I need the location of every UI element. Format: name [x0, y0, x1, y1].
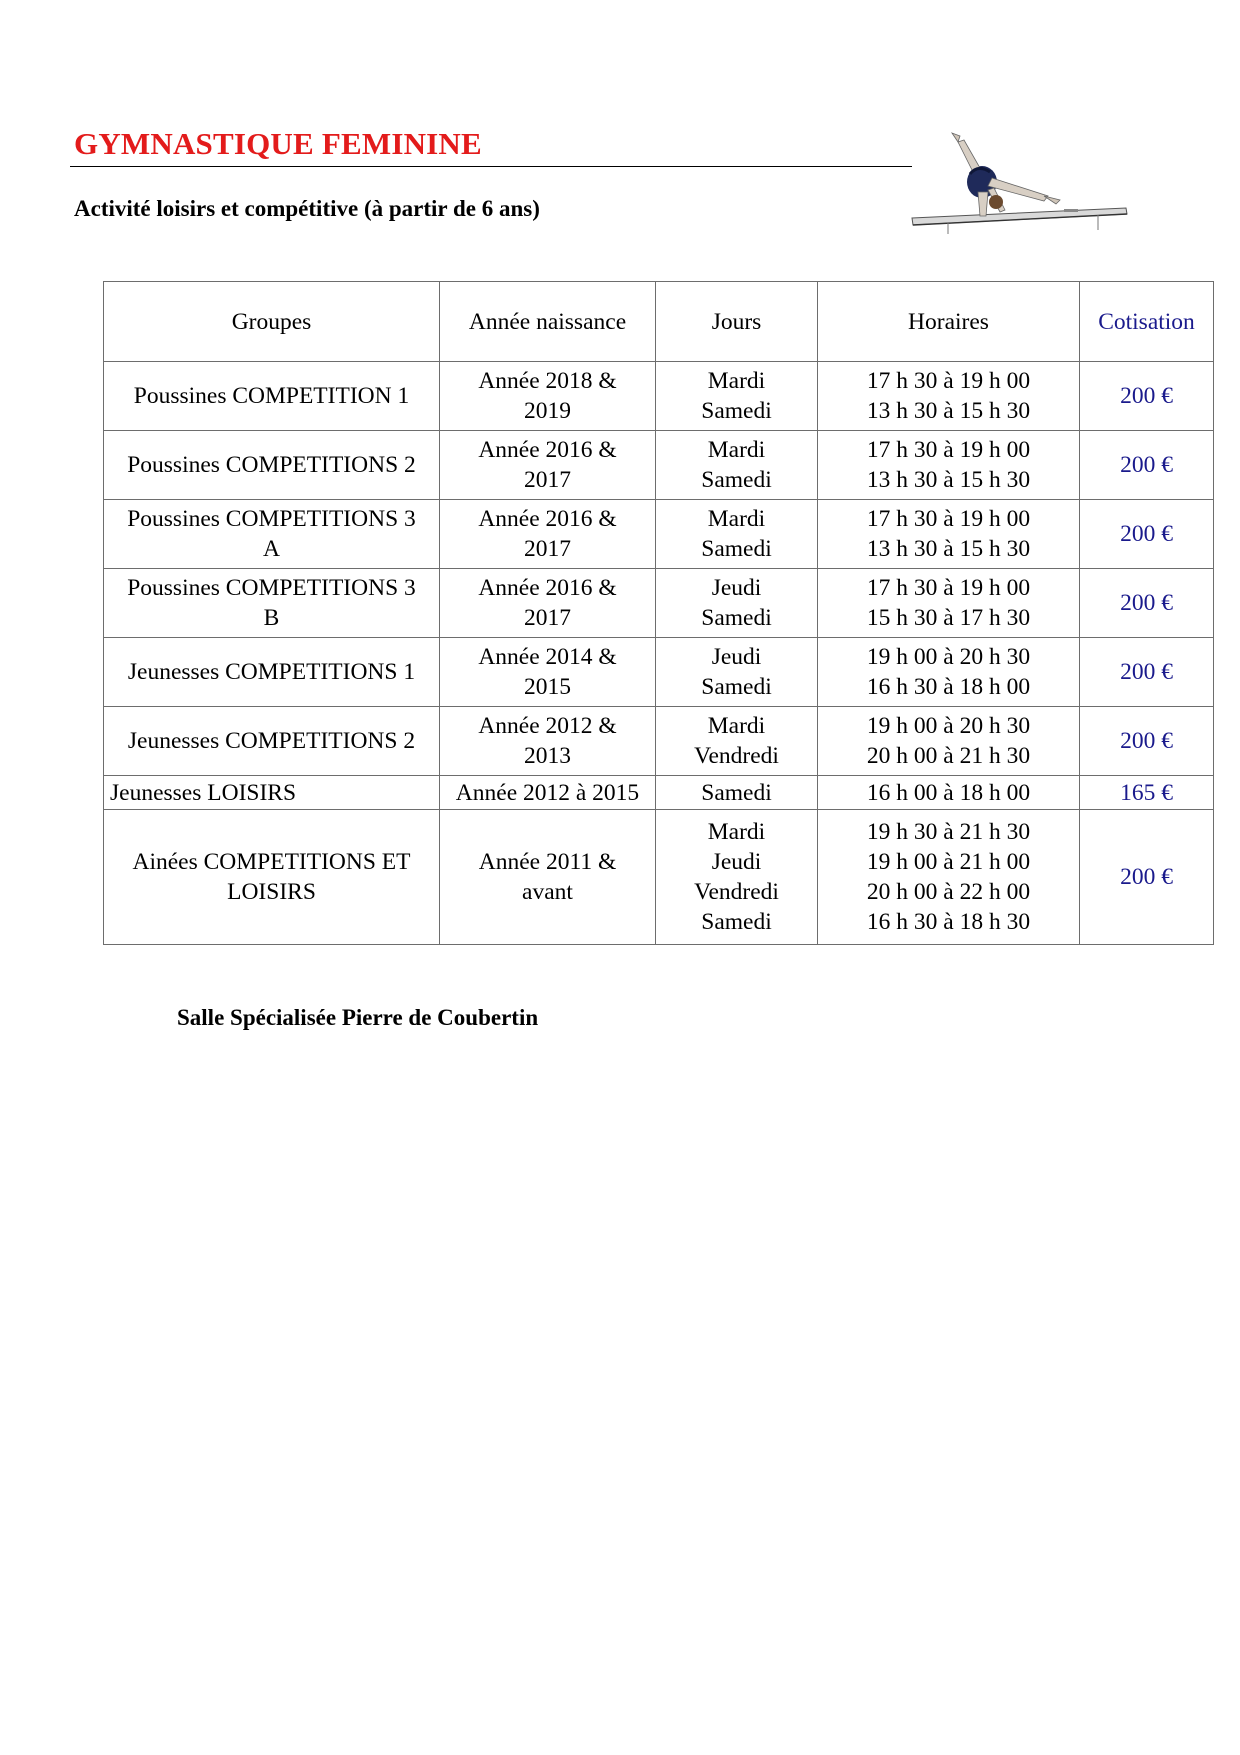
hours-text: 13 h 30 à 15 h 30: [866, 467, 1031, 493]
group-cell: [104, 810, 440, 945]
hours-cell: [818, 362, 1080, 431]
year-cell: [440, 569, 656, 638]
day-text: Jeudi: [711, 644, 762, 670]
day-text: Vendredi: [694, 879, 779, 905]
group-name: B: [263, 605, 280, 631]
year-text: Année 2011 &: [478, 849, 617, 875]
column-header-days: Jours: [656, 282, 818, 362]
title-divider: [70, 166, 912, 167]
year-cell: [440, 431, 656, 500]
hours-cell: [818, 707, 1080, 776]
year-cell: [440, 638, 656, 707]
hours-text: 19 h 30 à 21 h 30: [866, 819, 1031, 845]
day-text: Samedi: [701, 605, 772, 631]
hours-text: 17 h 30 à 19 h 00: [866, 368, 1031, 394]
day-text: Samedi: [701, 536, 772, 562]
fee-cell: 200 €: [1080, 638, 1214, 707]
year-text: Année 2014 &: [478, 644, 617, 670]
year-text: 2015: [524, 674, 571, 700]
table-row: [104, 500, 1214, 569]
year-text: 2017: [524, 536, 571, 562]
gymnast-on-balance-beam-icon: [908, 130, 1138, 236]
table-row: [104, 776, 1214, 810]
group-name: Poussines COMPETITION 1: [133, 383, 410, 409]
fee-cell: 200 €: [1080, 362, 1214, 431]
hours-text: 20 h 00 à 22 h 00: [866, 879, 1031, 905]
group-name: Poussines COMPETITIONS 3: [127, 506, 416, 532]
group-name: A: [263, 536, 280, 562]
group-cell: [104, 638, 440, 707]
group-name: Jeunesses COMPETITIONS 1: [127, 659, 416, 685]
day-text: Mardi: [707, 819, 766, 845]
hours-text: 17 h 30 à 19 h 00: [866, 575, 1031, 601]
year-cell: [440, 776, 656, 810]
day-text: Samedi: [701, 674, 772, 700]
days-cell: [656, 431, 818, 500]
days-cell: [656, 638, 818, 707]
fee-cell: 200 €: [1080, 810, 1214, 945]
year-text: 2019: [524, 398, 571, 424]
column-header-year: Année naissance: [440, 282, 656, 362]
day-text: Mardi: [707, 368, 766, 394]
fee-cell: 165 €: [1080, 776, 1214, 810]
hours-cell: [818, 776, 1080, 810]
hours-cell: [818, 638, 1080, 707]
day-text: Jeudi: [711, 575, 762, 601]
year-cell: [440, 810, 656, 945]
hours-text: 19 h 00 à 21 h 00: [866, 849, 1031, 875]
group-name: Ainées COMPETITIONS ET: [132, 849, 411, 875]
table-row: [104, 431, 1214, 500]
hours-text: 13 h 30 à 15 h 30: [866, 398, 1031, 424]
day-text: Mardi: [707, 713, 766, 739]
year-cell: [440, 707, 656, 776]
hours-cell: [818, 569, 1080, 638]
fee-cell: 200 €: [1080, 500, 1214, 569]
table-row: [104, 707, 1214, 776]
schedule-table: [103, 281, 1214, 945]
group-cell: [104, 500, 440, 569]
hours-text: 16 h 30 à 18 h 00: [866, 674, 1031, 700]
year-text: Année 2016 &: [478, 437, 617, 463]
day-text: Samedi: [701, 779, 772, 806]
day-text: Mardi: [707, 506, 766, 532]
group-cell: [104, 431, 440, 500]
venue-label: Salle Spécialisée Pierre de Coubertin: [177, 1005, 539, 1030]
group-cell: [104, 569, 440, 638]
group-cell: [104, 707, 440, 776]
hours-text: 17 h 30 à 19 h 00: [866, 506, 1031, 532]
year-text: Année 2018 &: [478, 368, 617, 394]
group-name: Jeunesses LOISIRS: [110, 779, 297, 806]
day-text: Samedi: [701, 467, 772, 493]
day-text: Jeudi: [711, 849, 762, 875]
hours-text: 17 h 30 à 19 h 00: [866, 437, 1031, 463]
hours-text: 19 h 00 à 20 h 30: [866, 644, 1031, 670]
hours-text: 15 h 30 à 17 h 30: [866, 605, 1031, 631]
year-text: Année 2016 &: [478, 575, 617, 601]
group-cell: [104, 776, 440, 810]
hours-cell: [818, 431, 1080, 500]
column-header-group: Groupes: [104, 282, 440, 362]
fee-cell: 200 €: [1080, 569, 1214, 638]
fee-cell: 200 €: [1080, 431, 1214, 500]
days-cell: [656, 776, 818, 810]
hours-text: 19 h 00 à 20 h 30: [866, 713, 1031, 739]
year-cell: [440, 500, 656, 569]
group-name: Jeunesses COMPETITIONS 2: [127, 728, 416, 754]
days-cell: [656, 362, 818, 431]
page-title: GYMNASTIQUE FEMININE: [74, 126, 482, 161]
year-cell: [440, 362, 656, 431]
day-text: Mardi: [707, 437, 766, 463]
hours-cell: [818, 810, 1080, 945]
table-row: [104, 362, 1214, 431]
table-row: [104, 638, 1214, 707]
days-cell: [656, 569, 818, 638]
group-name: LOISIRS: [227, 879, 316, 905]
column-header-hours: Horaires: [818, 282, 1080, 362]
table-row: [104, 569, 1214, 638]
year-text: 2017: [524, 605, 571, 631]
column-header-fee: Cotisation: [1080, 282, 1214, 362]
day-text: Samedi: [701, 398, 772, 424]
hours-text: 13 h 30 à 15 h 30: [866, 536, 1031, 562]
days-cell: [656, 810, 818, 945]
hours-cell: [818, 500, 1080, 569]
hours-text: 16 h 30 à 18 h 30: [866, 909, 1031, 935]
hours-text: 20 h 00 à 21 h 30: [866, 743, 1031, 769]
fee-cell: 200 €: [1080, 707, 1214, 776]
group-cell: [104, 362, 440, 431]
hours-text: 16 h 00 à 18 h 00: [866, 779, 1031, 806]
year-text: Année 2012 à 2015: [455, 779, 640, 806]
year-text: 2013: [524, 743, 571, 769]
table-header-row: [104, 282, 1214, 362]
table-row: [104, 810, 1214, 945]
year-text: 2017: [524, 467, 571, 493]
page-subtitle: Activité loisirs et compétitive (à partir de 6 ans): [74, 196, 540, 221]
group-name: Poussines COMPETITIONS 3: [127, 575, 416, 601]
days-cell: [656, 500, 818, 569]
days-cell: [656, 707, 818, 776]
year-text: Année 2012 &: [478, 713, 617, 739]
year-text: Année 2016 &: [478, 506, 617, 532]
group-name: Poussines COMPETITIONS 2: [127, 452, 416, 478]
year-text: avant: [522, 879, 573, 905]
day-text: Samedi: [701, 909, 772, 935]
day-text: Vendredi: [694, 743, 779, 769]
